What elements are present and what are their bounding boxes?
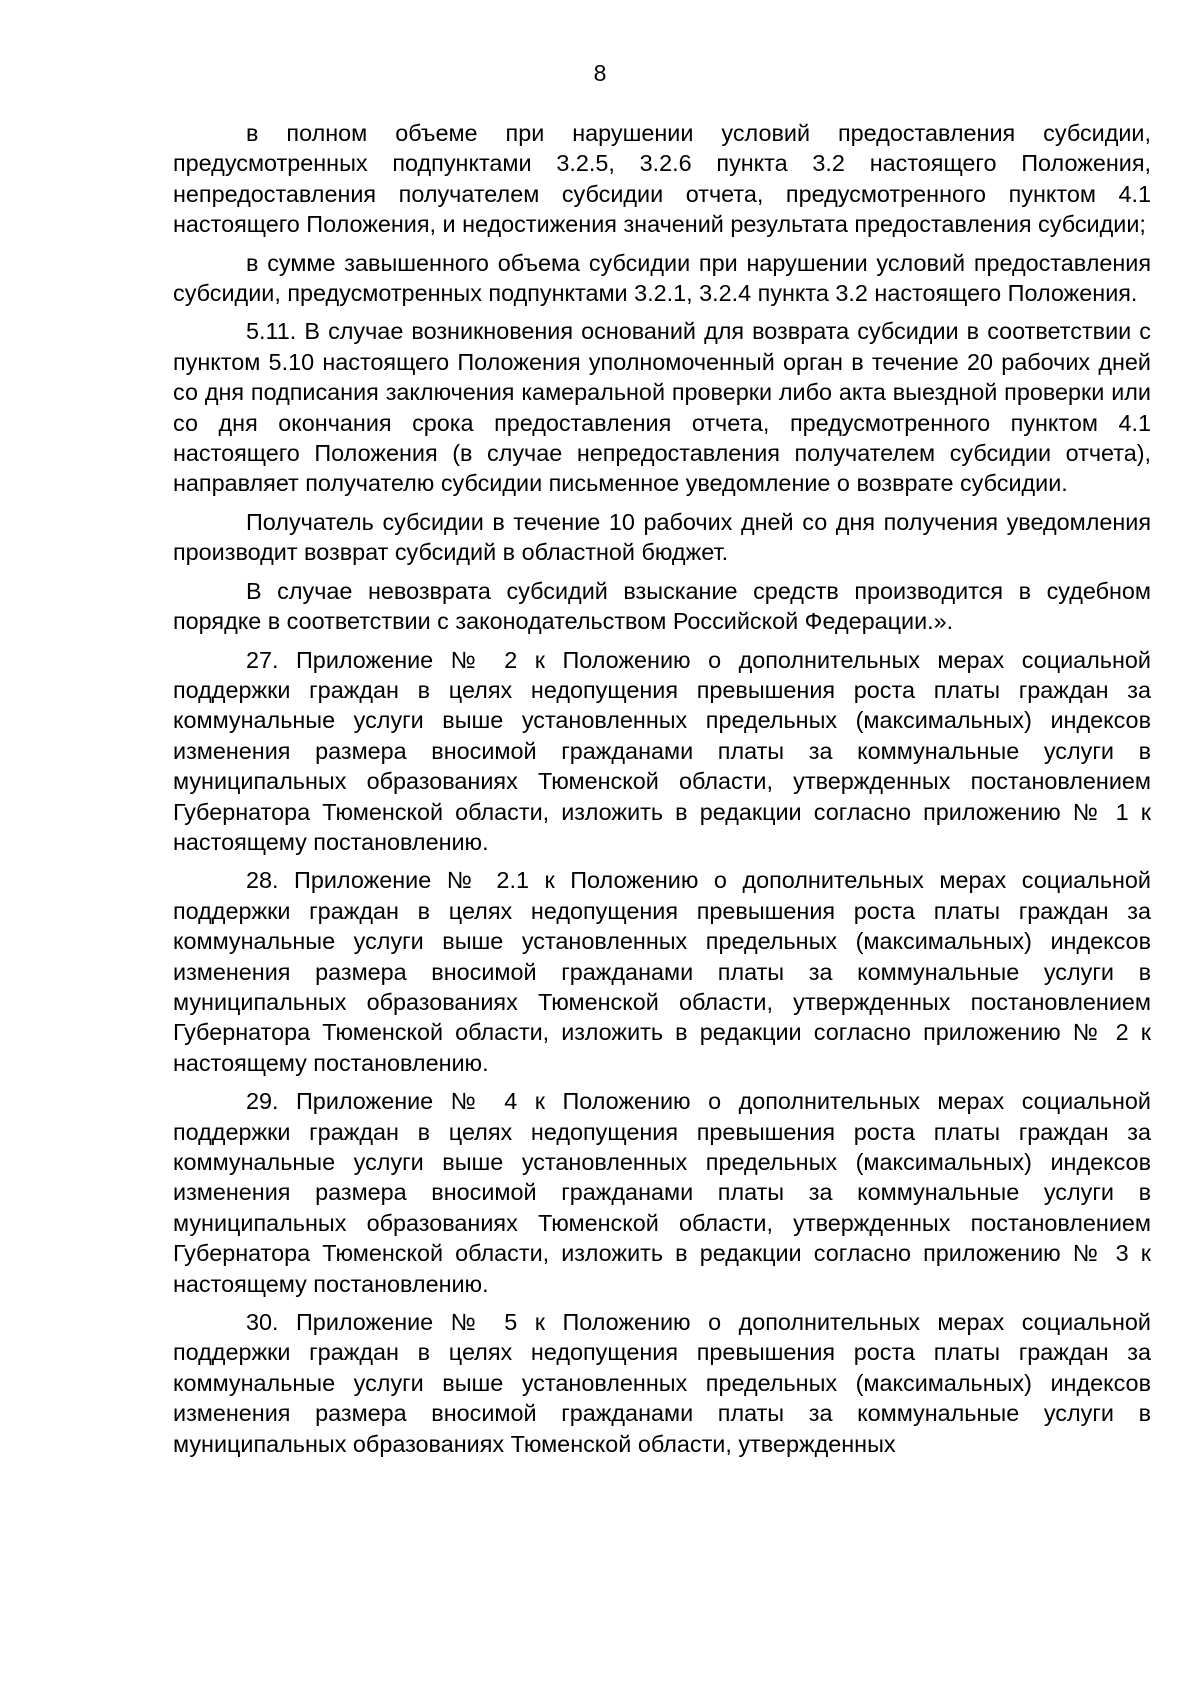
paragraph-27: 27. Приложение № 2 к Положению о дополнительных мерах социальной поддержки граждан в целях недопущения превышения роста платы граждан за коммунальные услуги выше установленных предельных (максимальных) индексов изменения размера вносимой гражданами платы за коммунальные услуги в муниципальных образованиях Тюменской области, утвержденных постановлением Губернатора Тюменской области, изложить в редакции согласно приложению № 1 к настоящему постановлению. — [173, 646, 1151, 855]
paragraph-28: 28. Приложение № 2.1 к Положению о дополнительных мерах социальной поддержки граждан в целях недопущения превышения роста платы граждан за коммунальные услуги выше установленных предельных (максимальных) индексов изменения размера вносимой гражданами платы за коммунальные услуги в муниципальных образованиях Тюменской области, утвержденных постановлением Губернатора Тюменской области, изложить в редакции согласно приложению № 2 к настоящему постановлению. — [173, 867, 1151, 1076]
paragraph-5-11: 5.11. В случае возникновения оснований для возврата субсидии в соответствии с пунктом 5.10 настоящего Положения уполномоченный орган в течение 20 рабочих дней со дня подписания заключения камеральной проверки либо акта выездной проверки или со дня окончания срока предоставления отчета, предусмотренного пунктом 4.1 настоящего Положения (в случае непредоставления получателем субсидии отчета), направляет получателю субсидии письменное уведомление о возврате субсидии. — [173, 318, 1151, 497]
paragraph-recipient-refund: Получатель субсидии в течение 10 рабочих дней со дня получения уведомления производит возврат субсидий в областной бюджет. — [173, 508, 1151, 566]
paragraph-non-refund: В случае невозврата субсидий взыскание средств производится в судебном порядке в соответствии с законодательством Российской Федерации.». — [173, 577, 1151, 635]
paragraph-refund-full-amount: в полном объеме при нарушении условий предоставления субсидии, предусмотренных подпунктами 3.2.5, 3.2.6 пункта 3.2 настоящего Положения, непредоставления получателем субсидии отчета, предусмотренного пунктом 4.1 настоящего Положения, и недостижения значений результата предоставления субсидии; — [173, 120, 1151, 238]
paragraph-29: 29. Приложение № 4 к Положению о дополнительных мерах социальной поддержки граждан в целях недопущения превышения роста платы граждан за коммунальные услуги выше установленных предельных (максимальных) индексов изменения размера вносимой гражданами платы за коммунальные услуги в муниципальных образованиях Тюменской области, утвержденных постановлением Губернатора Тюменской области, изложить в редакции согласно приложению № 3 к настоящему постановлению. — [173, 1088, 1151, 1297]
paragraph-30: 30. Приложение № 5 к Положению о дополнительных мерах социальной поддержки граждан в целях недопущения превышения роста платы граждан за коммунальные услуги выше установленных предельных (максимальных) индексов изменения размера вносимой гражданами платы за коммунальные услуги в муниципальных образованиях Тюменской области, утвержденных — [173, 1309, 1151, 1457]
paragraph-refund-excess-amount: в сумме завышенного объема субсидии при нарушении условий предоставления субсидии, предусмотренных подпунктами 3.2.1, 3.2.4 пункта 3.2 настоящего Положения. — [173, 249, 1151, 307]
page-number: 8 — [593, 60, 607, 86]
document-body — [173, 118, 1151, 1467]
